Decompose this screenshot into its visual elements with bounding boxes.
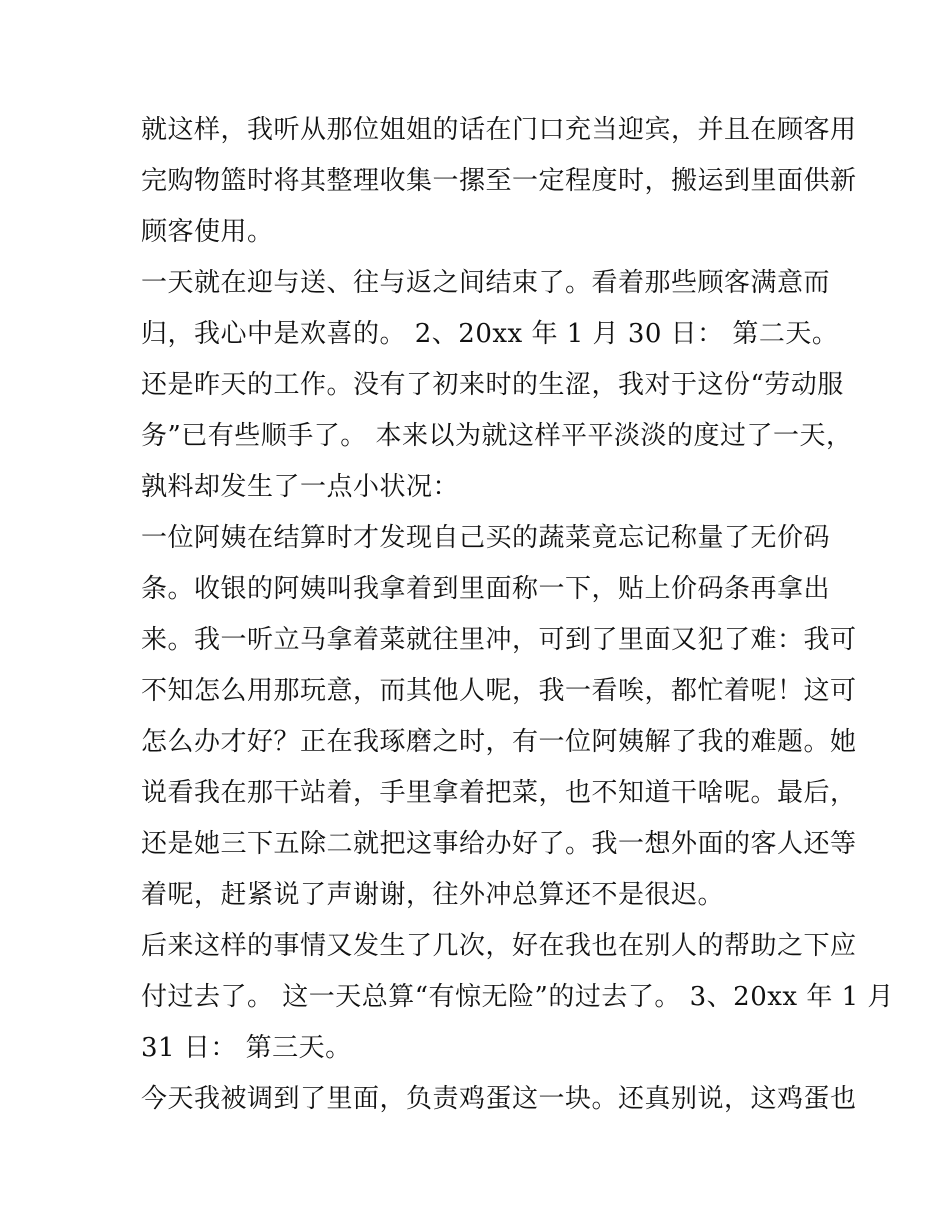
text-line: 完购物篮时将其整理收集一摞至一定程度时，搬运到里面供新 (141, 166, 857, 196)
text-line: 一天就在迎与送、往与返之间结束了。看着那些顾客满意而 (141, 268, 831, 298)
text-line: 归，我心中是欢喜的。 2、20xx 年 1 月 30 日： 第二天。 (141, 319, 839, 349)
text-line: 付过去了。 这一天总算“有惊无险”的过去了。 3、20xx 年 1 月 (141, 982, 894, 1012)
text-line: 还是昨天的工作。没有了初来时的生涩，我对于这份“劳动服 (141, 370, 844, 400)
paragraph (141, 1074, 857, 1125)
text-line: 今天我被调到了里面，负责鸡蛋这一块。还真别说，这鸡蛋也 (141, 1084, 857, 1114)
paragraph (141, 360, 853, 513)
text-line: 说看我在那干站着，手里拿着把菜，也不知道干啥呢。最后， (141, 778, 857, 808)
text-line: 着呢，赶紧说了声谢谢，往外冲总算还不是很迟。 (141, 880, 725, 910)
text-line: 务”已有些顺手了。 本来以为就这样平平淡淡的度过了一天， (141, 421, 853, 451)
text-line: 来。我一听立马拿着菜就往里冲，可到了里面又犯了难：我可 (141, 625, 857, 655)
text-line: 顾客使用。 (141, 217, 274, 247)
text-line: 孰料却发生了一点小状况： (141, 472, 460, 502)
paragraph (141, 258, 839, 360)
paragraph (141, 105, 857, 258)
paragraph (141, 513, 857, 921)
text-line: 后来这样的事情又发生了几次，好在我也在别人的帮助之下应 (141, 931, 857, 961)
text-line: 还是她三下五除二就把这事给办好了。我一想外面的客人还等 (141, 829, 857, 859)
text-line: 就这样，我听从那位姐姐的话在门口充当迎宾，并且在顾客用 (141, 115, 857, 145)
paragraph (141, 921, 894, 1074)
text-line: 不知怎么用那玩意，而其他人呢，我一看唉，都忙着呢！这可 (141, 676, 857, 706)
document-body (141, 105, 894, 1125)
text-line: 31 日： 第三天。 (141, 1033, 352, 1063)
text-line: 怎么办才好？正在我琢磨之时，有一位阿姨解了我的难题。她 (141, 727, 857, 757)
text-line: 条。收银的阿姨叫我拿着到里面称一下，贴上价码条再拿出 (141, 574, 831, 604)
text-line: 一位阿姨在结算时才发现自己买的蔬菜竟忘记称量了无价码 (141, 523, 831, 553)
